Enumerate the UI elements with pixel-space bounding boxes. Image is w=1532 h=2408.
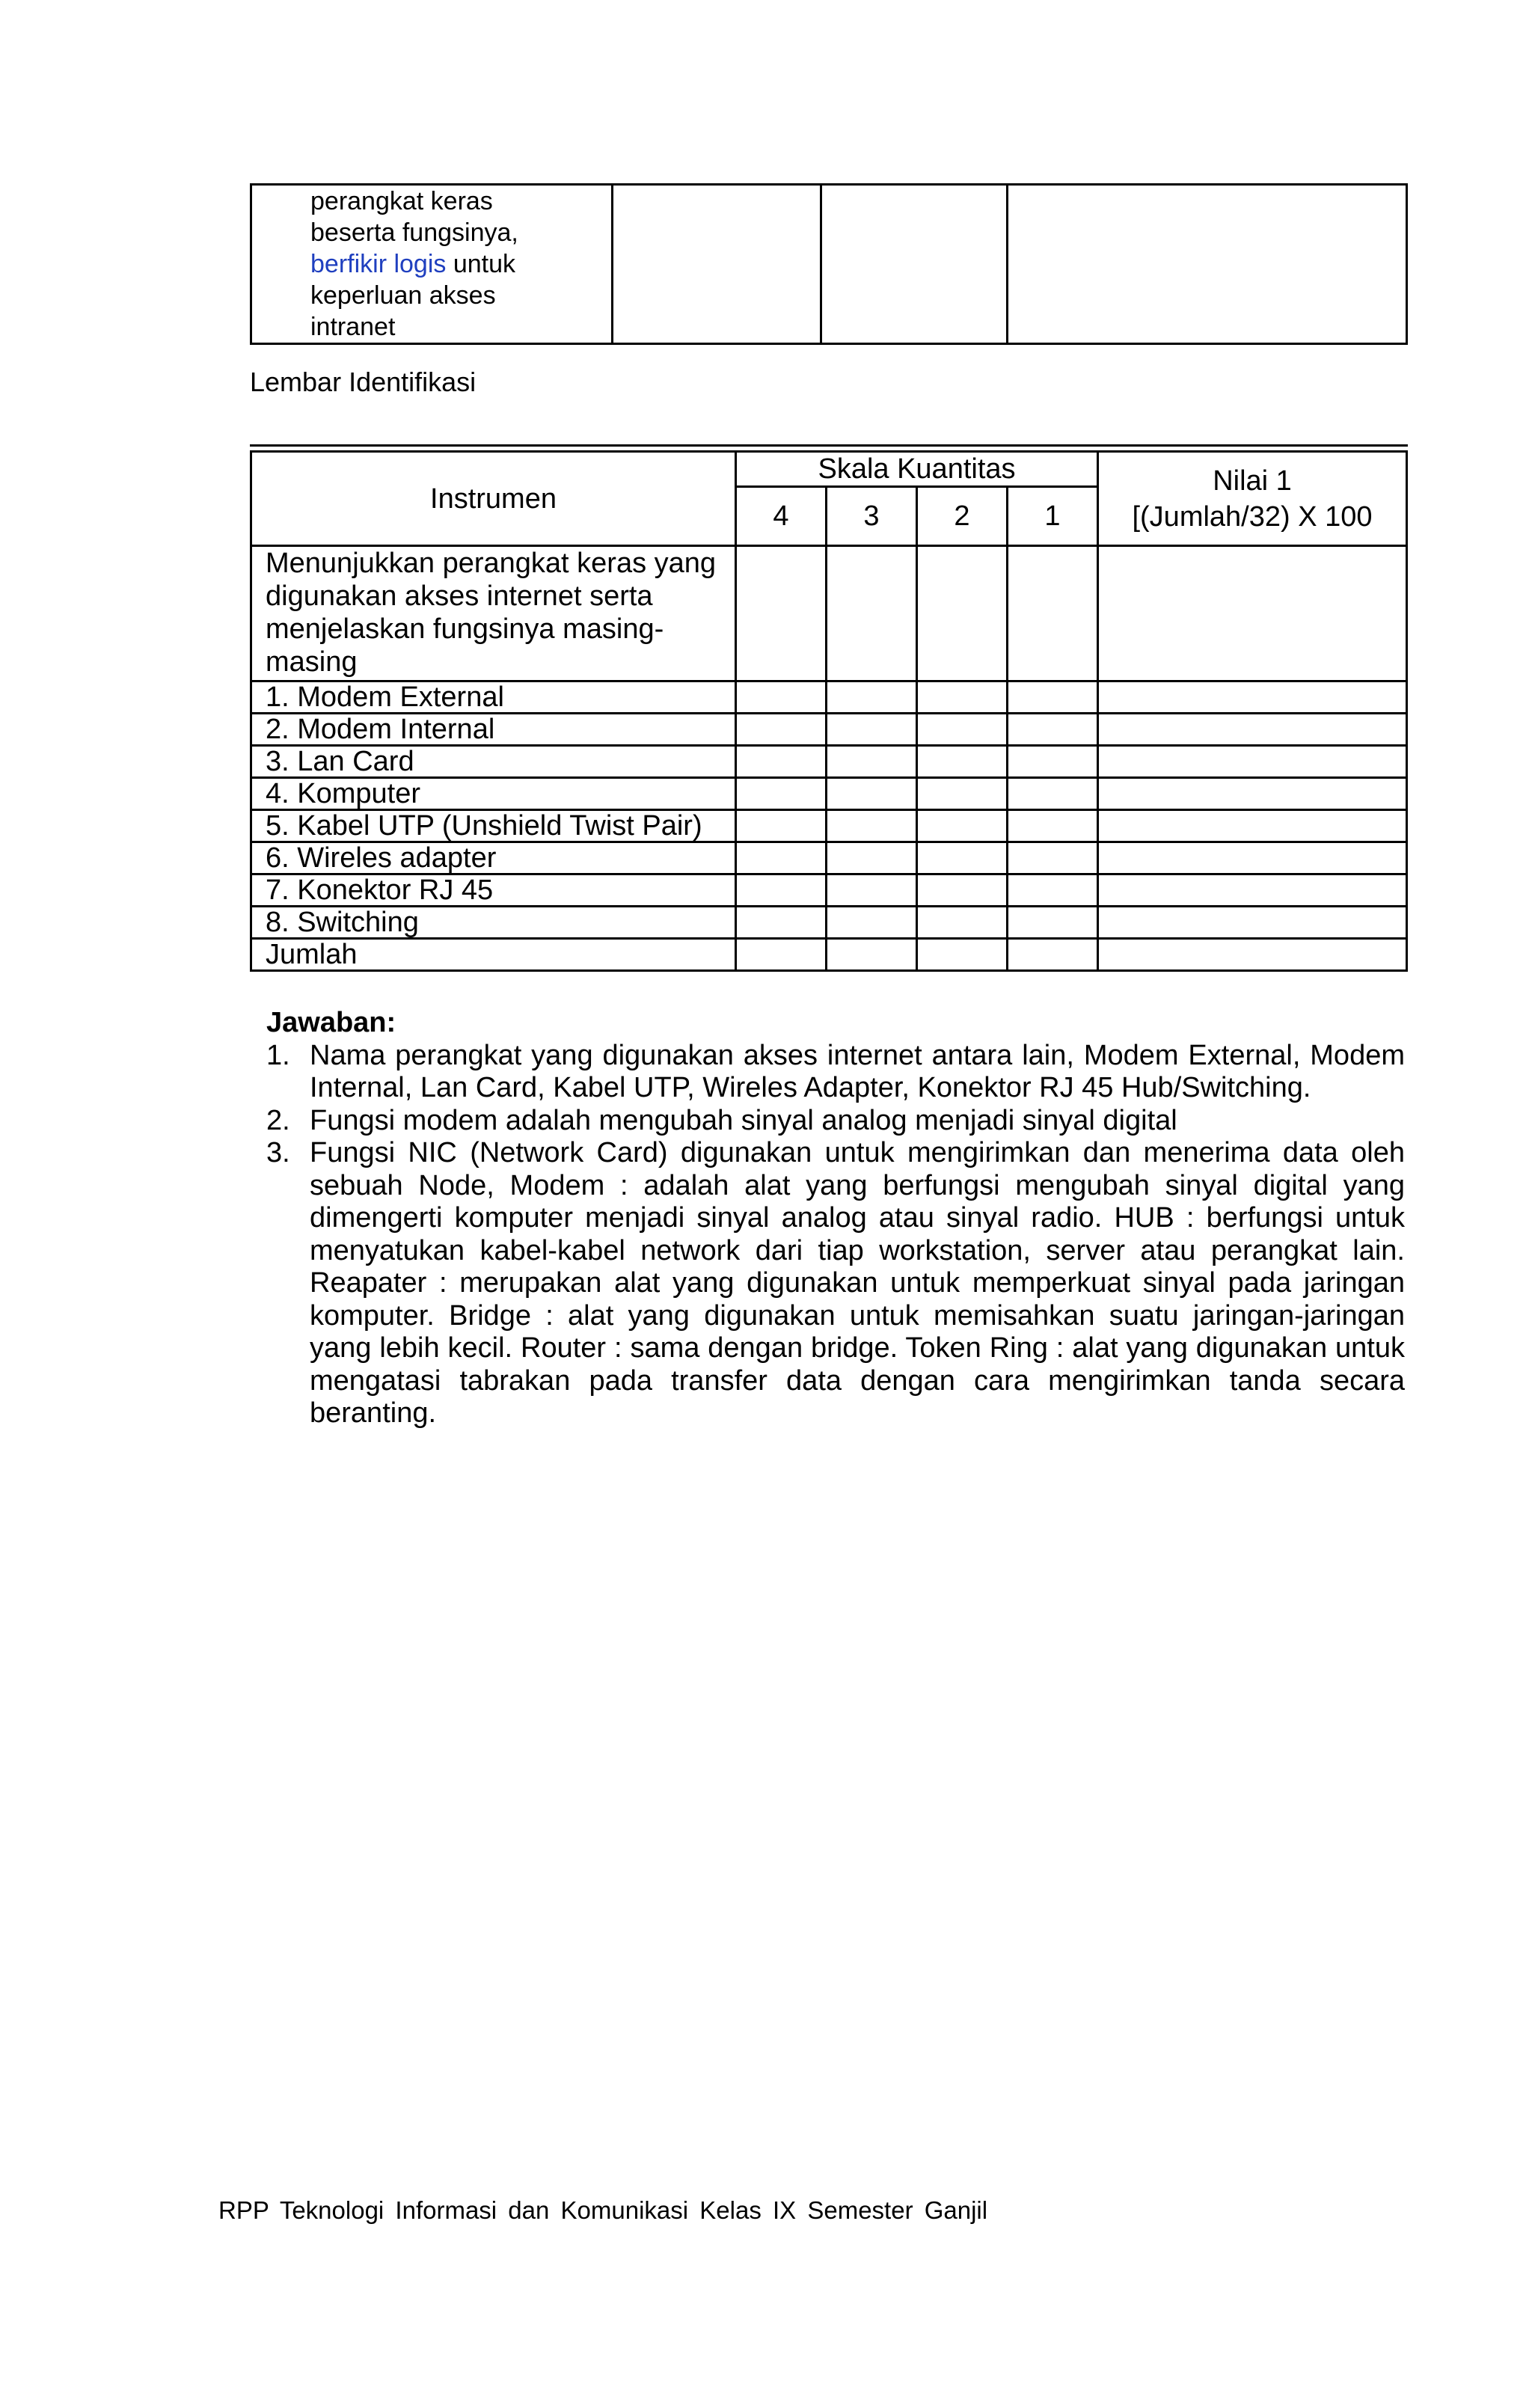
score-cell [827, 874, 917, 907]
table-row [251, 939, 1407, 971]
score-cell [1008, 810, 1098, 842]
score-cell [736, 681, 827, 714]
empty-cell [613, 185, 821, 344]
score-cell [827, 714, 917, 746]
nilai-cell [1098, 939, 1407, 971]
score-cell [827, 746, 917, 778]
item-label: 6. Wireles adapter [251, 842, 736, 874]
answer-text: Nama perangkat yang digunakan akses internet antara lain, Modem External, Modem Internal, Lan Card, Kabel UTP, Wireles Adapter, Konektor RJ 45 Hub/Switching. [310, 1039, 1405, 1103]
score-cell [917, 939, 1008, 971]
score-cell [827, 939, 917, 971]
score-cell [1008, 907, 1098, 939]
list-item [266, 1137, 1405, 1430]
scale-value: 4 [736, 487, 827, 546]
score-cell [827, 907, 917, 939]
item-label: 2. Modem Internal [251, 714, 736, 746]
section-title: Lembar Identifikasi [250, 367, 477, 397]
nilai-cell [1098, 778, 1407, 810]
table-row [251, 874, 1407, 907]
score-cell [736, 939, 827, 971]
answer-text: Fungsi NIC (Network Card) digunakan untuk mengirimkan dan menerima data oleh sebuah Node, Modem : adalah alat yang berfungsi mengubah sinyal digital yang dimengerti komputer menjadi sinyal analog atau sinyal radio. HUB : berfungsi untuk menyatukan kabel-kabel network dari tiap workstation, server atau perangkat lain. Reapater : merupakan alat yang digunakan untuk memperkuat sinyal pada jaringan komputer. Bridge : alat yang digunakan untuk memisahkan suatu jaringan-jaringan yang lebih kecil. Router : sama dengan bridge. Token Ring : alat yang digunakan untuk mengatasi tabrakan pada transfer data dengan cara mengirimkan tanda secara beranting. [310, 1137, 1405, 1429]
identification-table [250, 450, 1408, 972]
score-cell [917, 546, 1008, 681]
score-cell [1008, 939, 1098, 971]
table-row [251, 681, 1407, 714]
table-row [251, 842, 1407, 874]
score-cell [827, 546, 917, 681]
header-row [251, 452, 1407, 487]
indicator-line: beserta fungsinya, [310, 218, 518, 247]
score-cell [917, 681, 1008, 714]
table-row [251, 185, 1407, 344]
total-label: Jumlah [251, 939, 736, 971]
list-item [266, 1105, 1405, 1138]
scale-value: 2 [917, 487, 1008, 546]
item-label: 5. Kabel UTP (Unshield Twist Pair) [251, 810, 736, 842]
score-cell [736, 714, 827, 746]
item-label: 8. Switching [251, 907, 736, 939]
answer-text: Fungsi modem adalah mengubah sinyal analog menjadi sinyal digital [310, 1104, 1177, 1136]
indicator-line-rest: untuk [446, 250, 516, 278]
answer-number: 1. [266, 1039, 290, 1071]
intro-row-text: Menunjukkan perangkat keras yang digunakan akses internet serta menjelaskan fungsinya masing-masing [251, 546, 736, 681]
table-row [251, 746, 1407, 778]
scale-value: 3 [827, 487, 917, 546]
nilai-cell [1098, 714, 1407, 746]
identification-table-wrapper [250, 444, 1408, 972]
score-cell [736, 778, 827, 810]
nilai-cell [1098, 842, 1407, 874]
score-cell [736, 810, 827, 842]
score-cell [736, 874, 827, 907]
score-cell [736, 746, 827, 778]
score-cell [917, 842, 1008, 874]
nilai-header [1098, 452, 1407, 546]
score-cell [1008, 546, 1098, 681]
scale-value: 1 [1008, 487, 1098, 546]
score-cell [917, 778, 1008, 810]
nilai-line: [(Jumlah/32) X 100 [1132, 500, 1373, 533]
indicator-line: perangkat keras [310, 187, 493, 215]
nilai-cell [1098, 907, 1407, 939]
score-cell [1008, 874, 1098, 907]
indicator-cell [251, 185, 613, 344]
indicator-link-text: berfikir logis [310, 250, 447, 278]
score-cell [827, 778, 917, 810]
table-row [251, 714, 1407, 746]
score-cell [1008, 714, 1098, 746]
score-cell [917, 907, 1008, 939]
nilai-cell [1098, 681, 1407, 714]
empty-cell [821, 185, 1008, 344]
instrumen-header: Instrumen [251, 452, 736, 546]
answers-title: Jawaban: [266, 1007, 396, 1038]
page-footer: RPP Teknologi Informasi dan Komunikasi Kelas IX Semester Ganjil [218, 2196, 988, 2224]
score-cell [827, 681, 917, 714]
indicator-line: intranet [310, 313, 396, 341]
skala-header: Skala Kuantitas [736, 452, 1098, 487]
indicator-line [310, 248, 611, 280]
score-cell [736, 907, 827, 939]
score-cell [917, 714, 1008, 746]
answer-number: 2. [266, 1104, 290, 1136]
table-row [251, 907, 1407, 939]
answers-list [266, 1040, 1405, 1430]
empty-cell [1008, 185, 1407, 344]
score-cell [1008, 681, 1098, 714]
score-cell [1008, 842, 1098, 874]
item-label: 1. Modem External [251, 681, 736, 714]
nilai-cell [1098, 746, 1407, 778]
score-cell [736, 546, 827, 681]
table-row [251, 778, 1407, 810]
item-label: 7. Konektor RJ 45 [251, 874, 736, 907]
top-continuation-table [250, 183, 1408, 345]
table-row [251, 810, 1407, 842]
score-cell [827, 842, 917, 874]
score-cell [917, 746, 1008, 778]
score-cell [917, 874, 1008, 907]
answers-section [266, 1007, 1405, 1430]
table-row [251, 546, 1407, 681]
nilai-line: Nilai 1 [1213, 465, 1292, 497]
score-cell [827, 810, 917, 842]
list-item [266, 1040, 1405, 1105]
nilai-cell [1098, 874, 1407, 907]
item-label: 3. Lan Card [251, 746, 736, 778]
score-cell [736, 842, 827, 874]
score-cell [1008, 746, 1098, 778]
answer-number: 3. [266, 1137, 290, 1168]
score-cell [917, 810, 1008, 842]
item-label: 4. Komputer [251, 778, 736, 810]
nilai-cell [1098, 546, 1407, 681]
nilai-cell [1098, 810, 1407, 842]
indicator-line: keperluan akses [310, 281, 496, 310]
score-cell [1008, 778, 1098, 810]
